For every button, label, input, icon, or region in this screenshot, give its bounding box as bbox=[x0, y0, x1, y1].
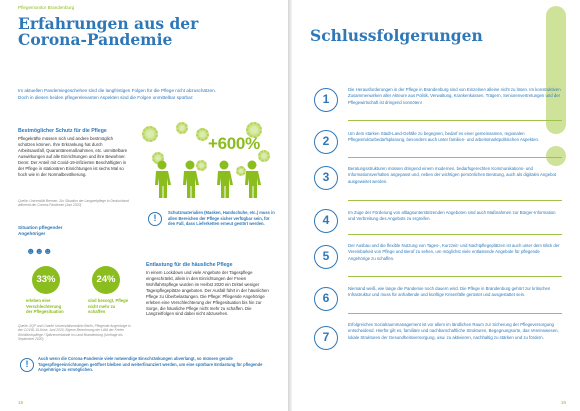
situation-heading-line-1: Situation pflegender bbox=[18, 225, 63, 230]
exclamation-icon: ! bbox=[148, 212, 162, 226]
virus-icon bbox=[142, 126, 158, 142]
conclusion-item: Um dem starken Stadt-Land-Gefälle zu begegnen, bedarf es einer gemeinsamen, regionalen Pflegestrukturbedarfsplanung, besonders auch unter familien- und arbeitsmarktpolitischen Aspekten. bbox=[348, 131, 540, 143]
person-icon bbox=[152, 160, 172, 200]
page-title: Schlussfolgerungen bbox=[310, 26, 483, 45]
source-protection: Quelle: Universität Bremen, Zur Situation der Langzeitpflege in Deutschland während der Corona-Pandemie (Juni 2020) bbox=[18, 199, 129, 208]
person-icon bbox=[180, 160, 200, 200]
protection-alert-text: Schutzmaterialien (Masken, Handschuhe, etc.) muss in allen Bereichen der Pflege sicher verfügbar sein, für den Fall, dass Lieferketten erneut gestört werden. bbox=[168, 210, 275, 227]
divider bbox=[348, 200, 562, 201]
virus-icon bbox=[176, 122, 188, 134]
number-circle: 5 bbox=[314, 245, 338, 269]
stat-circle-concern: 24% bbox=[92, 266, 120, 294]
number-circle: 1 bbox=[314, 88, 338, 112]
stat-text-deterioration: erleben eine Verschlechterung der Pflegesituation bbox=[26, 298, 64, 315]
stat-circle-deterioration: 33% bbox=[32, 266, 60, 294]
divider bbox=[348, 234, 562, 235]
section-heading-relief: Entlastung für die häusliche Pflege bbox=[146, 262, 233, 268]
source-situation: Quelle: ZQP und Charité Universitätsmedizin Berlin, Pflegende Angehörige in der COVID-19-Krise, Juni 2020; Eigene Berechnung der LAfA der Freien Wohlfahrtspflege / Spitzenverbände im Land Brandenburg (Umfrage bis September 2020) bbox=[18, 324, 131, 341]
left-page bbox=[0, 0, 288, 411]
section-heading-protection: Bestmöglicher Schutz für die Pflege bbox=[18, 128, 107, 134]
stat-text-concern: sind besorgt, Pflege nicht mehr zu schaffen bbox=[88, 298, 129, 315]
conclusion-item: Niemand weiß, wie lange die Pandemie noch dauern wird. Die Pflege in Brandenburg gehört zur kritischen Infrastruktur und muss für anhaltende und künftige Krisenfälle gerüstet und ausgestattet sein. bbox=[348, 286, 551, 298]
running-head: Pflegemonitor Brandenburg bbox=[18, 5, 75, 10]
section-body-protection: Pflegekräfte müssen sich und andere bestmöglich schützen können. Ihre Erkrankung hat durch Arbeitsausfall, Quarantänemaßnahmen, etc. unmittelbare Auswirkungen auf alle Einrichtungen und ihre Bewohner. Denn: Der Anteil mit Covid-19-infizierten Beschäftigten in der Pflege in stationären Einrichtungen ist sechs Mal so hoch wie in der Normalbevölkerung. bbox=[18, 136, 128, 177]
bottom-alert-text: Auch wenn die Corona-Pandemie viele notwendige Einschränkungen abverlangt, so müssen gerade Tagespflegeeinrichtungen geöffnet bleiben und weiterfinanziert werden, um eine spürbare Entlastung für pflegende Angehörige zu ermöglichen. bbox=[38, 356, 263, 373]
page-title-line-2: Corona-Pandemie bbox=[18, 30, 173, 50]
section-body-relief: In einem Lockdown und viele Angebote der Tagespflege eingeschränkt, allein in den Einrichtungen der Freien Wohlfahrtspflege wurden im Herbst 2020 ein Drittel weniger Tagespflegeplätze angeboten. Der Ausfall führt in der häuslichen Pflege zu Überbelastungen. Die Pflege: Pflegende Angehörige erleben eine Verschlechterung der Pflegesituation bis hin zur Sorge, die häusliche Pflege nicht mehr zu schaffen. Die Langzeitfolgen sind dabei nicht abzusehen. bbox=[146, 270, 269, 317]
intro-paragraph: Im aktuellen Pandemiegeschehen sind die langfristigen Folgen für die Pflege nicht abzuschätzen. Doch in diesen beiden pflegerelevanten Aspekten sind die Folgen unmittelbar spürbar: bbox=[18, 88, 216, 100]
number-circle: 4 bbox=[314, 209, 338, 233]
number-circle: 6 bbox=[314, 287, 338, 311]
situation-heading bbox=[18, 225, 62, 237]
conclusion-item: Der Ausbau und die flexible Nutzung von Tages-, Kurzzeit- und Nachtpflegeplätzen ist auch unter dem Blick der Vereinbarkeit von Pflege und Beruf zu sehen, um möglichst viele entlastende Angebote für pflegende Angehörige zu schaffen. bbox=[348, 243, 560, 261]
exclamation-icon: ! bbox=[20, 358, 34, 372]
conclusion-item: Die Herausforderungen in der Pflege in Brandenburg sind von Einzelnen alleine nicht zu lösen. Im konstruktiven Zusammenwirken aller Akteure aus Politik, Verwaltung, Krankenkassen, Trägern, Seniorenvertretungen und der Pflegewirtschaft ist dringend vonnöten! bbox=[348, 87, 561, 105]
conclusion-item: Erfolgreiches Sozialraummanagement ist vor allem im ländlichen Raum zur Sicherung der Pflegeversorgung entscheidend. Hierfür gilt es, familiäre und nachbarschaftliche Strukturen, Begegnungsorte, das Vereinswesen, lokale Strukturen der Gesundheitsversorgung, usw. zu aktivieren, nachhaltig zu stärken und zu fördern. bbox=[348, 322, 559, 340]
family-icon: ☻☻☻ bbox=[26, 246, 52, 256]
exclamation-graphic-dot bbox=[546, 146, 566, 166]
number-circle: 7 bbox=[314, 326, 338, 350]
percent-figure: +600% bbox=[208, 134, 260, 153]
person-icon bbox=[214, 160, 234, 200]
page-number: 18 bbox=[18, 400, 24, 405]
page-title bbox=[18, 16, 218, 48]
exclamation-graphic-bar bbox=[546, 6, 566, 134]
number-circle: 3 bbox=[314, 166, 338, 190]
page-title-line-1: Erfahrungen aus der bbox=[18, 14, 199, 33]
divider bbox=[348, 276, 562, 277]
right-page bbox=[292, 0, 580, 411]
conclusion-item: Beratungsstrukturen müssen dringend einem modernen, bedarfsgerechten Kommunikations- und Informationsverhalten angepasst und, neben der wichtigen persönlichen Beratung, auch als digitales Angebot ausgeweitet werden. bbox=[348, 166, 557, 184]
conclusion-item: Im Zuge der Förderung von alltagsunterstützenden Angeboten sind auch Maßnahmen zur Bürger-Information und Verbreitung des Angebots zu ergreifen. bbox=[348, 210, 556, 222]
divider bbox=[348, 313, 562, 314]
divider bbox=[348, 157, 562, 158]
person-icon bbox=[242, 160, 262, 200]
situation-heading-line-2: Angehöriger bbox=[18, 231, 46, 237]
page-number: 19 bbox=[560, 400, 566, 405]
number-circle: 2 bbox=[314, 130, 338, 154]
divider bbox=[348, 120, 562, 121]
